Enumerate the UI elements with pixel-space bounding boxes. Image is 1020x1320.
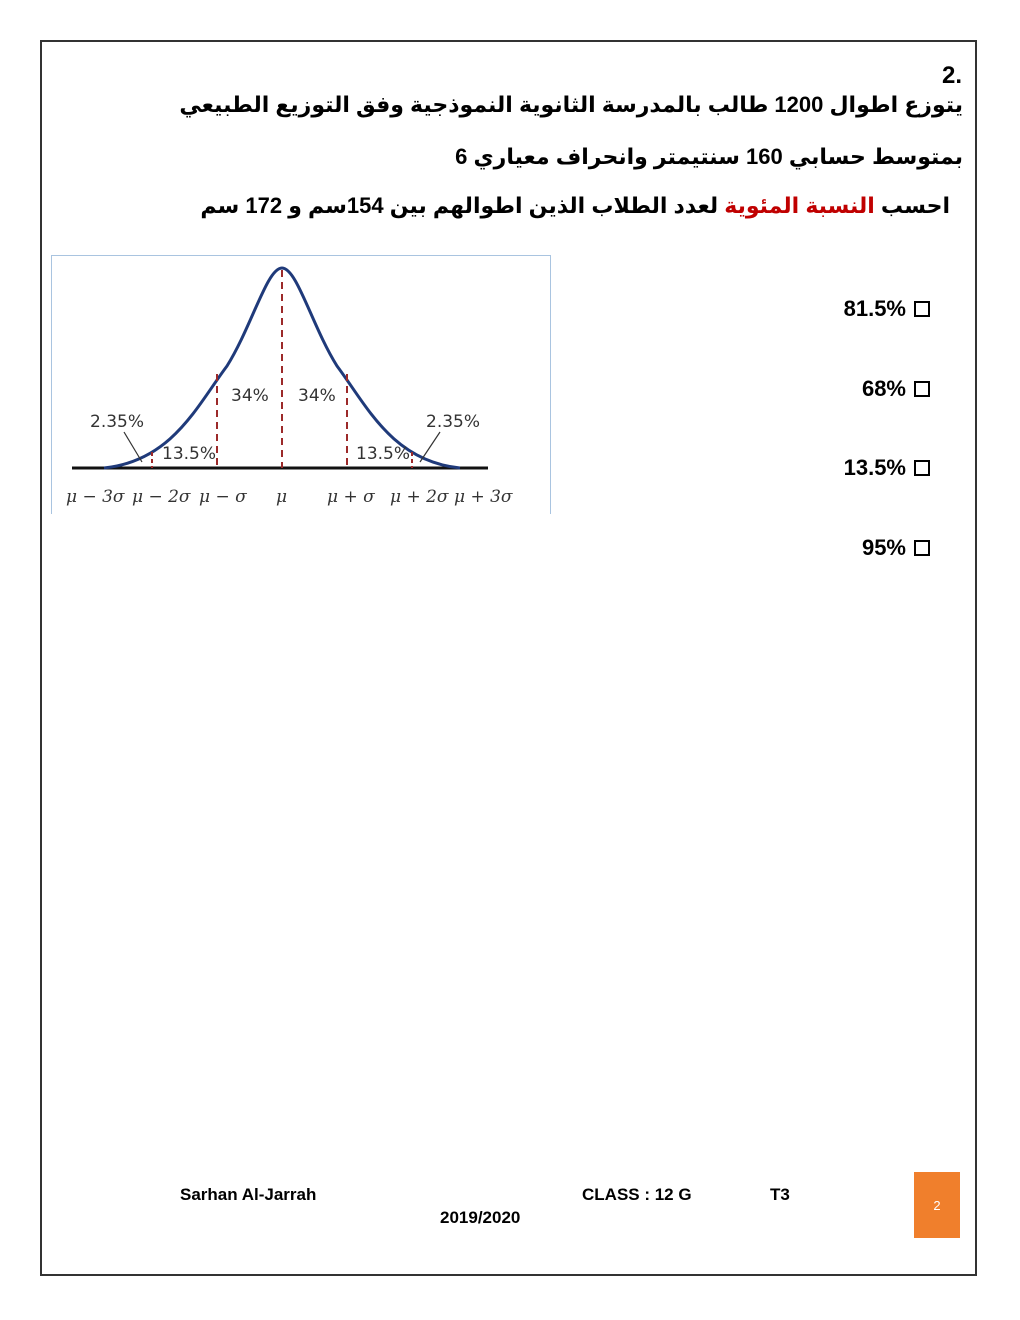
footer-year: 2019/2020 — [440, 1208, 521, 1227]
page-frame — [40, 40, 977, 1276]
label-tail-right: 2.35% — [426, 412, 481, 432]
option-3-checkbox[interactable] — [914, 460, 930, 476]
axis-label-plus-3: μ + 3σ — [454, 487, 513, 507]
question-number: 2. — [941, 62, 962, 89]
label-center-left: 34% — [231, 386, 269, 406]
question-line-3-highlight: النسبة المئوية — [724, 193, 875, 218]
question-line-3 — [200, 193, 950, 219]
axis-label-minus-1: μ − σ — [199, 487, 247, 507]
axis-label-mean: μ — [276, 487, 288, 507]
normal-distribution-diagram — [51, 255, 551, 514]
option-2[interactable] — [862, 376, 930, 402]
leader-left — [124, 432, 142, 462]
axis-label-minus-2: μ − 2σ — [132, 487, 191, 507]
option-1-checkbox[interactable] — [914, 301, 930, 317]
axis-label-plus-1: μ + σ — [327, 487, 375, 507]
label-center-right: 34% — [298, 386, 336, 406]
footer-class: CLASS : 12 G — [582, 1185, 692, 1204]
question-line-3-end: لعدد الطلاب الذين اطوالهم بين 154سم و 172 سم — [200, 193, 725, 218]
leader-right — [420, 432, 440, 462]
label-band-right: 13.5% — [356, 444, 411, 464]
option-2-label: 68% — [861, 376, 906, 401]
page-number-badge: 2 — [914, 1172, 960, 1238]
option-4[interactable] — [862, 535, 930, 561]
axis-label-plus-2: μ + 2σ — [390, 487, 449, 507]
normal-curve-svg — [52, 256, 550, 515]
question-line-1: يتوزع اطوال 1200 طالب بالمدرسة الثانوية النموذجية وفق التوزيع الطبيعي — [179, 92, 963, 117]
footer-author: Sarhan Al-Jarrah — [180, 1185, 317, 1204]
option-4-checkbox[interactable] — [914, 540, 930, 556]
option-3-label: 13.5% — [843, 455, 906, 480]
option-2-checkbox[interactable] — [914, 381, 930, 397]
label-tail-left: 2.35% — [90, 412, 145, 432]
label-band-left: 13.5% — [162, 444, 217, 464]
option-3[interactable] — [844, 455, 930, 481]
footer-term: T3 — [770, 1185, 790, 1204]
axis-label-minus-3: μ − 3σ — [66, 487, 125, 507]
option-1[interactable] — [844, 296, 930, 322]
question-line-3-start: احسب — [874, 193, 950, 218]
option-1-label: 81.5% — [843, 296, 906, 321]
option-4-label: 95% — [861, 535, 906, 560]
question-line-2: بمتوسط حسابي 160 سنتيمتر وانحراف معياري 6 — [455, 144, 963, 169]
